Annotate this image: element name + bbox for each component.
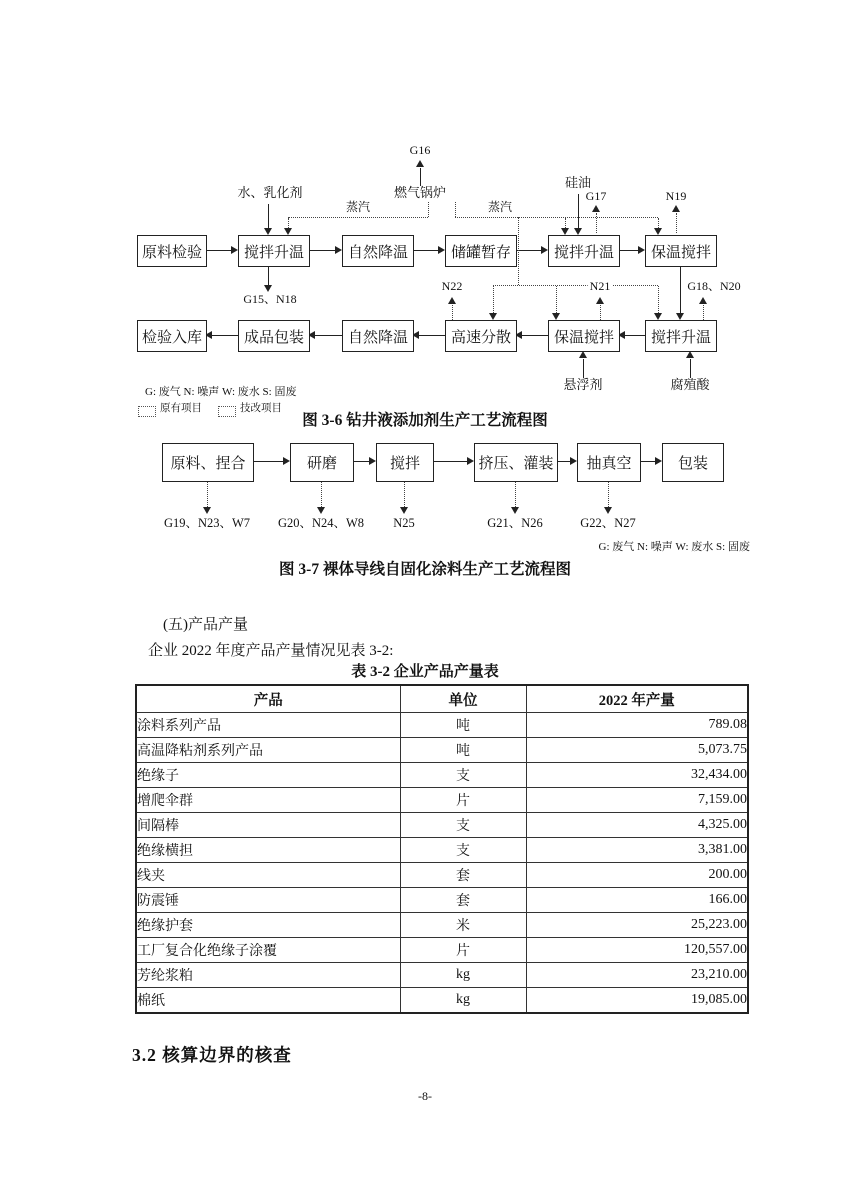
arrowhead (676, 313, 684, 320)
emission-line (676, 213, 677, 233)
connector (268, 204, 269, 228)
table-row (136, 988, 748, 1014)
arrowhead (335, 246, 342, 254)
emission-line (515, 480, 516, 507)
table-row (136, 813, 748, 838)
emission-line (703, 305, 704, 320)
figure-3-6-flowchart (130, 140, 752, 420)
table-row (136, 913, 748, 938)
emission-label-n22: N22 (441, 279, 463, 293)
connector (583, 359, 584, 378)
flow-node-raw-kneading: 原料、捏合 (162, 443, 254, 482)
connector (432, 461, 467, 462)
table-row (136, 738, 748, 763)
connector (315, 335, 342, 336)
product-table-body (136, 713, 748, 1014)
arrowhead (561, 228, 569, 235)
header-output-2022: 2022 年产量 (526, 685, 748, 713)
product-cell: 绝缘护套 (136, 913, 400, 938)
unit-cell: kg (400, 963, 526, 988)
arrowhead (699, 297, 707, 304)
arrowhead (654, 228, 662, 235)
unit-cell: 吨 (400, 713, 526, 738)
steam-line (658, 218, 659, 228)
flow-node-stir-heat-2: 搅拌升温 (548, 235, 620, 267)
unit-cell: 套 (400, 888, 526, 913)
table-row (136, 763, 748, 788)
legend-emission-codes: G: 废气 N: 噪声 W: 废水 S: 固废 (145, 386, 297, 398)
connector (252, 461, 283, 462)
emission-label-g22-n27: G22、N27 (580, 516, 636, 530)
product-cell: 绝缘子 (136, 763, 400, 788)
emission-line (600, 305, 601, 320)
header-unit: 单位 (400, 685, 526, 713)
product-output-table (135, 684, 749, 1014)
connector (420, 168, 421, 186)
legend-original-project-label: 原有项目 (160, 403, 202, 414)
connector (205, 250, 231, 251)
product-cell: 绝缘横担 (136, 838, 400, 863)
emission-label-g16: G16 (409, 143, 431, 157)
input-label-humic-acid: 腐殖酸 (670, 377, 710, 392)
value-cell: 7,159.00 (526, 788, 748, 813)
flow-node-vacuum: 抽真空 (577, 443, 641, 482)
input-label-silicone-oil: 硅油 (564, 175, 592, 190)
emission-label-g20-n24-w8: G20、N24、W8 (277, 516, 365, 530)
arrowhead (489, 313, 497, 320)
value-cell: 789.08 (526, 713, 748, 738)
legend-retrofit-project-label: 技改项目 (240, 403, 282, 414)
arrowhead (416, 160, 424, 167)
product-cell: 增爬伞群 (136, 788, 400, 813)
legend-emission-codes-2: G: 废气 N: 噪声 W: 废水 S: 固废 (598, 541, 750, 553)
product-cell: 棉纸 (136, 988, 400, 1014)
value-cell: 23,210.00 (526, 963, 748, 988)
arrowhead (638, 246, 645, 254)
value-cell: 120,557.00 (526, 938, 748, 963)
emission-line (608, 480, 609, 507)
arrowhead (552, 313, 560, 320)
value-cell: 32,434.00 (526, 763, 748, 788)
flow-node-packing: 成品包装 (238, 320, 310, 352)
flow-node-high-speed-dispersion: 高速分散 (445, 320, 517, 352)
product-cell: 芳纶浆粕 (136, 963, 400, 988)
table-3-2-title: 表 3-2 企业产品产量表 (351, 664, 499, 680)
unit-cell: 套 (400, 863, 526, 888)
emission-label-n25: N25 (393, 516, 415, 530)
flow-node-natural-cooling-1: 自然降温 (342, 235, 414, 267)
connector (412, 250, 438, 251)
arrowhead (203, 507, 211, 514)
value-cell: 200.00 (526, 863, 748, 888)
steam-line (556, 286, 557, 313)
emission-label-g15-n18: G15、N18 (243, 292, 297, 306)
unit-cell: 片 (400, 788, 526, 813)
steam-line (493, 285, 658, 286)
steam-label-right: 蒸汽 (487, 200, 513, 214)
arrowhead (448, 297, 456, 304)
unit-cell: 支 (400, 813, 526, 838)
value-cell: 3,381.00 (526, 838, 748, 863)
emission-label-g18-n20: G18、N20 (687, 279, 741, 293)
steam-line (428, 202, 429, 217)
figure-3-7-caption: 图 3-7 裸体导线自固化涂料生产工艺流程图 (279, 561, 571, 578)
arrowhead (574, 228, 582, 235)
emission-line (321, 480, 322, 507)
table-row (136, 713, 748, 738)
figure-3-7-flowchart (130, 437, 752, 565)
legend-retrofit-project-box (218, 406, 236, 417)
table-row (136, 788, 748, 813)
emission-label-g21-n26: G21、N26 (487, 516, 543, 530)
table-header-row (136, 685, 748, 713)
section-heading-3-2: 3.2 核算边界的核查 (132, 1045, 292, 1065)
flow-node-insulated-stir-2: 保温搅拌 (548, 320, 620, 352)
connector (690, 359, 691, 378)
product-cell: 线夹 (136, 863, 400, 888)
arrowhead (284, 228, 292, 235)
flow-node-stirring: 搅拌 (376, 443, 434, 482)
table-row (136, 963, 748, 988)
connector (625, 335, 645, 336)
flow-node-inspect-warehouse: 检验入库 (137, 320, 207, 352)
steam-line (658, 286, 659, 313)
connector (556, 461, 570, 462)
subsection-heading-product-output: (五)产品产量 (163, 617, 248, 633)
table-row (136, 838, 748, 863)
emission-line (207, 480, 208, 507)
connector (618, 250, 638, 251)
page-number: -8- (418, 1089, 432, 1103)
connector (522, 335, 548, 336)
connector (578, 194, 579, 228)
product-cell: 工厂复合化绝缘子涂覆 (136, 938, 400, 963)
arrowhead (400, 507, 408, 514)
input-label-water-emulsifier: 水、乳化剂 (237, 185, 303, 200)
flow-node-grinding: 研磨 (290, 443, 354, 482)
value-cell: 25,223.00 (526, 913, 748, 938)
arrowhead (231, 246, 238, 254)
figure-3-6-caption: 图 3-6 钻井液添加剂生产工艺流程图 (302, 412, 548, 429)
arrowhead (438, 246, 445, 254)
arrowhead (686, 351, 694, 358)
flow-node-raw-inspection: 原料检验 (137, 235, 207, 267)
unit-cell: 支 (400, 838, 526, 863)
flow-node-packaging: 包装 (662, 443, 724, 482)
flow-node-stir-heat-3: 搅拌升温 (645, 320, 717, 352)
steam-line (455, 217, 658, 218)
flow-node-stir-heat-1: 搅拌升温 (238, 235, 310, 267)
unit-cell: 米 (400, 913, 526, 938)
steam-line (518, 217, 519, 285)
arrowhead (604, 507, 612, 514)
arrowhead (672, 205, 680, 212)
intro-text: 企业 2022 年度产品产量情况见表 3-2: (148, 643, 394, 659)
unit-cell: kg (400, 988, 526, 1014)
connector (419, 335, 445, 336)
arrowhead (592, 205, 600, 212)
emission-line (404, 480, 405, 507)
arrowhead (264, 285, 272, 292)
value-cell: 166.00 (526, 888, 748, 913)
flow-node-insulated-stir-1: 保温搅拌 (645, 235, 717, 267)
product-cell: 高温降粘剂系列产品 (136, 738, 400, 763)
product-cell: 间隔棒 (136, 813, 400, 838)
flow-node-natural-cooling-2: 自然降温 (342, 320, 414, 352)
arrowhead (579, 351, 587, 358)
table-row (136, 863, 748, 888)
product-cell: 涂料系列产品 (136, 713, 400, 738)
connector (639, 461, 655, 462)
table-row (136, 888, 748, 913)
unit-cell: 片 (400, 938, 526, 963)
emission-label-n19: N19 (665, 189, 687, 203)
connector (212, 335, 238, 336)
connector (352, 461, 369, 462)
flow-node-tank-storage: 储罐暂存 (445, 235, 517, 267)
value-cell: 4,325.00 (526, 813, 748, 838)
connector (268, 265, 269, 285)
arrowhead (596, 297, 604, 304)
unit-cell: 吨 (400, 738, 526, 763)
emission-label-g17: G17 (585, 189, 607, 203)
arrowhead (655, 457, 662, 465)
flow-node-extrusion-filling: 挤压、灌装 (474, 443, 558, 482)
connector (308, 250, 335, 251)
input-label-suspension-agent: 悬浮剂 (563, 377, 603, 392)
arrowhead (570, 457, 577, 465)
arrowhead (541, 246, 548, 254)
steam-line (455, 202, 456, 217)
header-product: 产品 (136, 685, 400, 713)
steam-line (493, 286, 494, 313)
table-row (136, 938, 748, 963)
value-cell: 5,073.75 (526, 738, 748, 763)
steam-line (565, 218, 566, 228)
legend-original-project-box (138, 406, 156, 417)
steam-line (288, 218, 289, 228)
emission-line (452, 305, 453, 320)
arrowhead (467, 457, 474, 465)
emission-label-n21: N21 (589, 279, 611, 293)
emission-line (596, 213, 597, 233)
connector (680, 265, 681, 313)
boiler-label: 燃气锅炉 (393, 185, 447, 200)
arrowhead (283, 457, 290, 465)
value-cell: 19,085.00 (526, 988, 748, 1014)
arrowhead (654, 313, 662, 320)
arrowhead (264, 228, 272, 235)
product-cell: 防震锤 (136, 888, 400, 913)
emission-label-g19-n23-w7: G19、N23、W7 (163, 516, 251, 530)
unit-cell: 支 (400, 763, 526, 788)
steam-label-left: 蒸汽 (345, 200, 371, 214)
arrowhead (369, 457, 376, 465)
arrowhead (317, 507, 325, 514)
steam-line (288, 217, 428, 218)
arrowhead (511, 507, 519, 514)
